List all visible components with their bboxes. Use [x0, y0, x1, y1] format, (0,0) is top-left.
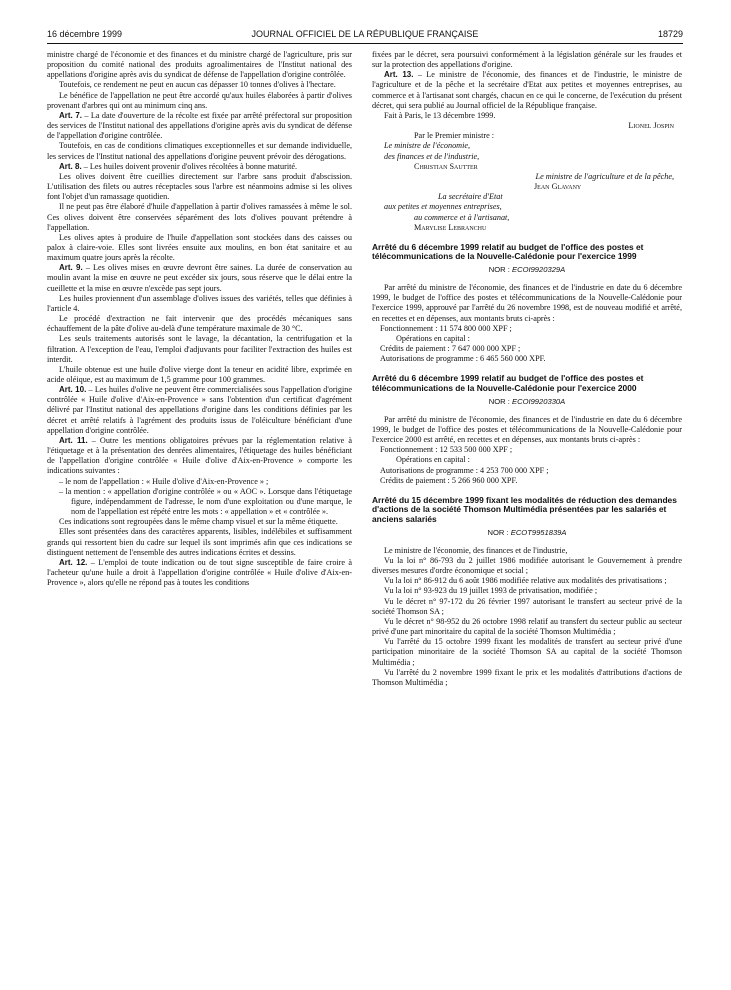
paragraph: ministre chargé de l'économie et des finances et du ministre chargé de l'agriculture, pris sur proposition du comité national des produits agroalimentaires de l'Institut national des appellations d'origine après avis du syndicat de défense de l'appellation d'origine contrôlée.	[47, 50, 352, 80]
arrete-1-line: Opérations en capital :	[396, 333, 470, 343]
article-paragraph	[47, 111, 352, 141]
article-text: – Les olives mises en œuvre devront être saines. La durée de conservation au moulin avant la mise en œuvre ne peut excéder six jours, sous réserve que le délai entre la cueillette et la mise en œuvre n'excède pas sept jours.	[47, 263, 352, 293]
article-label: Art. 7.	[59, 110, 83, 120]
article-text: – La date d'ouverture de la récolte est fixée par arrêté préfectoral sur proposition des services de l'Institut national des appellations d'origine après avis du syndicat de défense de l'appellation d'origine contrôlée.	[47, 110, 352, 141]
signature-par: Par le Premier ministre :	[414, 131, 495, 141]
paragraph: fixées par le décret, sera poursuivi conformément à la législation générale sur les fraudes et sur la protection des appellations d'origine.	[372, 50, 682, 70]
arrete-1-line: Crédits de paiement : 7 647 000 000 XPF ;	[380, 344, 521, 354]
article-label: Art. 12.	[59, 557, 88, 567]
paragraph: Ces indications sont regroupées dans le même champ visuel et sur la même étiquette.	[59, 517, 338, 527]
article-label: Art. 9.	[59, 263, 83, 273]
header-rule	[47, 43, 683, 44]
paragraph: Le bénéfice de l'appellation ne peut être accordé qu'aux huiles élaborées à partir d'olives provenant d'arbres qui ont au minimum cinq ans.	[47, 90, 352, 110]
article-paragraph	[47, 162, 352, 172]
arrete-1-line: Autorisations de programme : 6 465 560 000 XPF.	[380, 354, 546, 364]
paragraph: L'huile obtenue est une huile d'olive vierge dont la teneur en acidité libre, exprimée en acide oléique, est au maximum de 1,5 gramme pour 100 grammes.	[47, 364, 352, 384]
article-paragraph	[47, 263, 352, 293]
visa-paragraph: Vu la loi n° 86-793 du 2 juillet 1986 modifiée autorisant le Gouvernement à prendre diverses mesures d'ordre économique et social ;	[372, 555, 682, 576]
paragraph: Il ne peut pas être élaboré d'huile d'appellation à partir d'olives ramassées à même le sol. Ces olives doivent être conservées séparément des lots d'olives pouvant prétendre à l'appellation.	[47, 202, 352, 232]
arrete-2-line: Crédits de paiement : 5 266 960 000 XPF.	[380, 475, 518, 485]
arrete-2-title: Arrêté du 6 décembre 1999 relatif au budget de l'office des postes et télécommunications de la Nouvelle-Calédonie pour l'exercice 2000	[372, 373, 644, 393]
arrete-3-body	[372, 546, 682, 688]
arrete-2-line: Opérations en capital :	[396, 455, 470, 465]
page-header	[47, 29, 683, 41]
visa-paragraph: Le ministre de l'économie, des finances et de l'industrie,	[384, 545, 568, 555]
arrete-1-nor: NOR : ECOI9920329A	[488, 265, 566, 274]
arrete-1-body: Par arrêté du ministre de l'économie, des finances et de l'industrie en date du 6 décembre 1999, le budget de l'office des postes et télécommunications de la Nouvelle-Calédonie pour l'exercice 1999, approuvé par l'arrêté du 26 novembre 1998, est de nouveau modifié et arrêté, en recettes et en dépenses, aux montants bruts ci-après :	[372, 283, 682, 323]
arrete-3-title: Arrêté du 15 décembre 1999 fixant les modalités de réduction des demandes d'actions de la société Thomson Multimédia présentées par les salariés et anciens salariés	[372, 494, 677, 525]
paragraph: Les olives doivent être cueillies directement sur l'arbre sans produit d'abscission. L'utilisation des filets ou autres réceptacles sous l'arbre est néanmoins admise si les olives font l'objet d'un ramassage quotidien.	[47, 171, 352, 202]
arrete-3-nor: NOR : ECOT9951839A	[487, 527, 567, 537]
paragraph: Les huiles proviennent d'un assemblage d'olives issues des variétés, telles que définies à l'article 4.	[47, 293, 352, 313]
visa-paragraph: Vu l'arrêté du 15 octobre 1999 fixant les modalités de transfert au secteur privé d'une participation minoritaire de la société Thomson SA au capital de la société Thomson Multimédia ;	[372, 637, 682, 667]
article-label: Art. 11.	[59, 435, 88, 445]
arrete-2-body: Par arrêté du ministre de l'économie, des finances et de l'industrie en date du 6 décembre 1999, le budget de l'office des postes et télécommunications de la Nouvelle-Calédonie pour l'exercice 2000 est arrêté, en recettes et en dépenses, aux montants bruts ci-après :	[372, 414, 682, 445]
paragraph: Les seuls traitements autorisés sont le lavage, la décantation, la centrifugation et la filtration. A l'exception de l'eau, l'emploi d'adjuvants pour faciliter l'extraction des huiles est interdit.	[47, 334, 352, 364]
article-paragraph	[47, 558, 352, 588]
article-text: – Les huiles d'olive ne peuvent être commercialisées sous l'appellation d'origine contrôlée « Huile d'olive d'Aix-en-Provence » sans l'obtention d'un certificat d'agrément délivré par l'Institut national des appellations d'origine dans les conditions définies par les décret et arrêté relatifs à l'agrément des produits issus de l'oléiculture bénéficiant d'une appellation d'origine contrôlée.	[47, 385, 352, 435]
visa-paragraph: Vu l'arrêté du 2 novembre 1999 fixant le prix et les modalités d'attributions d'actions de Thomson Multimédia ;	[372, 667, 682, 687]
signature-agri-name: Jean Glavany	[534, 182, 582, 192]
article-text: – Le ministre de l'économie, des finances et de l'industrie, le ministre de l'agriculture et de la pêche et la secrétaire d'Etat aux petites et moyennes entreprises, au commerce et à l'artisanat sont chargés, chacun en ce qui le concerne, de l'exécution du présent décret, qui sera publié au Journal officiel de la République française.	[372, 70, 682, 110]
signature-eco-title-1: Le ministre de l'économie,	[384, 141, 471, 151]
article-label: Art. 13.	[384, 70, 414, 80]
article-label: Art. 8.	[59, 161, 82, 171]
arrete-1-line: Fonctionnement : 11 574 800 000 XPF ;	[380, 323, 512, 333]
article-paragraph	[372, 70, 682, 111]
arrete-2-line: Autorisations de programme : 4 253 700 000 XPF ;	[380, 465, 549, 475]
arrete-2-line: Fonctionnement : 12 533 500 000 XPF ;	[380, 445, 513, 455]
journal-title: JOURNAL OFFICIEL DE LA RÉPUBLIQUE FRANÇAISE	[251, 29, 479, 39]
article-label: Art. 10.	[59, 385, 87, 395]
signature-agri-title: Le ministre de l'agriculture et de la pêche,	[535, 171, 674, 181]
paragraph: Toutefois, en cas de conditions climatiques exceptionnelles et sur demande individuelle, les services de l'Institut national des appellations d'origine peuvent prévoir des dérogations.	[47, 141, 352, 161]
signature-eco-name: Christian Sautter	[414, 161, 478, 171]
paragraph: Fait à Paris, le 13 décembre 1999.	[384, 110, 496, 120]
paragraph: Le procédé d'extraction ne fait intervenir que des procédés mécaniques sans échauffement de la pâte d'olive au-delà d'une température maximale de 30 °C.	[47, 314, 352, 334]
page-number: 18729	[657, 29, 683, 39]
paragraph: Toutefois, ce rendement ne peut en aucun cas dépasser 10 tonnes d'olives à l'hectare.	[59, 80, 336, 90]
signature-pm: Lionel Jospin	[628, 121, 674, 131]
article-text: – Les huiles doivent provenir d'olives récoltées à bonne maturité.	[83, 161, 298, 171]
signature-sec-title-1: La secrétaire d'Etat	[438, 192, 503, 202]
article-paragraph	[47, 385, 352, 436]
visa-paragraph: Vu le décret n° 98-952 du 26 octobre 1998 relatif au transfert du secteur public au secteur privé d'une part minoritaire du capital de la société Thomson Multimédia ;	[372, 616, 682, 637]
visa-paragraph: Vu la loi n° 93-923 du 19 juillet 1993 de privatisation, modifiée ;	[384, 586, 598, 596]
paragraph: Les olives aptes à produire de l'huile d'appellation sont stockées dans des caisses ou palox à claire-voie. Elles sont livrées ensuite aux moulins, en bon état sanitaire et au maximum quatre jours après la récolte.	[47, 232, 352, 263]
article-text: – Outre les mentions obligatoires prévues par la réglementation relative à l'étiquetage et à la présentation des denrées alimentaires, l'étiquetage des huiles bénéficiant de l'appellation d'origine contrôlée « Huile d'olive d'Aix-en-Provence » comporte les indications suivantes :	[47, 435, 352, 476]
article-text: – L'emploi de toute indication ou de tout signe susceptible de faire croire à l'acheteur qu'une huile a droit à l'appellation d'origine contrôlée « Huile d'olive d'Aix-en-Provence », alors qu'elle ne répond pas à toutes les conditions	[47, 557, 353, 588]
arrete-2-nor: NOR : ECOI9920330A	[488, 396, 566, 406]
decree-end	[372, 50, 682, 121]
signature-sec-title-2: aux petites et moyennes entreprises,	[384, 202, 502, 212]
right-column	[372, 50, 682, 688]
signature-eco-title-2: des finances et de l'industrie,	[384, 151, 480, 161]
article-paragraph	[47, 436, 352, 477]
paragraph: Elles sont présentées dans des caractères apparents, lisibles, indélébiles et suffisamment grands qui ressortent bien du cadre sur lequel ils sont imprimés afin que ces indications se distinguent nettement de l'ensemble des autres indications écrites et dessins.	[47, 527, 352, 557]
list-item: – la mention : « appellation d'origine contrôlée » ou « AOC ». Lorsque dans l'étiquetage figure, indépendamment de l'adresse, le nom d'une exploitation ou d'une marque, le nom de l'appellation est répété entre les mots : « appellation » et « contrôlée ».	[59, 486, 352, 517]
signature-sec-title-3: au commerce et à l'artisanat,	[414, 212, 510, 222]
signature-sec-name: Marylise Lebranchu	[414, 222, 487, 232]
arrete-1-title: Arrêté du 6 décembre 1999 relatif au budget de l'office des postes et télécommunications de la Nouvelle-Calédonie pour l'exercice 1999	[372, 241, 644, 262]
header-date: 16 décembre 1999	[47, 29, 123, 39]
visa-paragraph: Vu la loi n° 86-912 du 6 août 1986 modifiée relative aux modalités des privatisations ;	[384, 576, 667, 586]
visa-paragraph: Vu le décret n° 97-172 du 26 février 1997 autorisant le transfert au secteur privé de la société Thomson SA ;	[372, 596, 682, 616]
list-item: – le nom de l'appellation : « Huile d'olive d'Aix-en-Provence » ;	[59, 476, 269, 486]
left-column	[47, 50, 352, 588]
